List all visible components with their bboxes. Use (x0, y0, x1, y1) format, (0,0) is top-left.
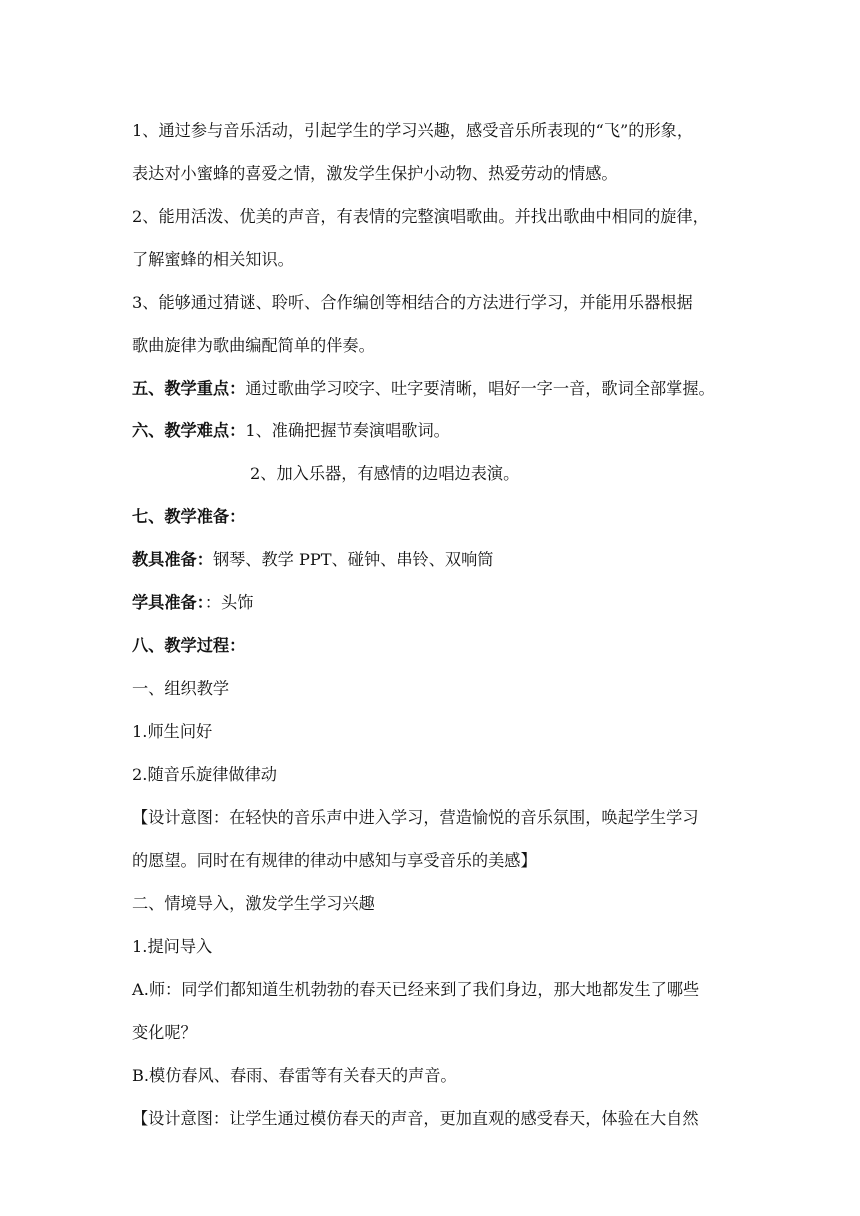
process-heading: 八、教学过程： (132, 636, 246, 655)
objective-line-4: 了解蜜蜂的相关知识。 (132, 250, 294, 269)
teacher-prep-text: 钢琴、教学 PPT、碰钟、串铃、双响筒 (212, 550, 494, 569)
difficulty-paragraph (132, 420, 742, 442)
process-line: 变化呢？ (132, 1023, 197, 1042)
prep-heading: 七、教学准备： (132, 507, 246, 526)
process-line: 【设计意图：在轻快的音乐声中进入学习，营造愉悦的音乐氛围，唤起学生学习 (132, 808, 699, 827)
difficulty-item-2: 2、加入乐器，有感情的边唱边表演。 (250, 464, 520, 483)
process-line: B.模仿春风、春雨、春雷等有关春天的声音。 (132, 1066, 457, 1085)
process-line: 【设计意图：让学生通过模仿春天的声音，更加直观的感受春天，体验在大自然 (132, 1109, 699, 1128)
teacher-prep-label: 教具准备： (132, 550, 213, 569)
difficulty-heading: 六、教学难点： (132, 421, 246, 440)
teacher-prep (132, 549, 742, 571)
student-prep (132, 592, 742, 614)
objective-line-6: 歌曲旋律为歌曲编配简单的伴奏。 (132, 336, 375, 355)
focus-text: 通过歌曲学习咬字、吐字要清晰，唱好一字一音，歌词全部掌握。 (245, 379, 715, 398)
objective-line-3: 2、能用活泼、优美的声音，有表情的完整演唱歌曲。并找出歌曲中相同的旋律， (132, 207, 709, 226)
process-line: 1.提问导入 (132, 937, 213, 956)
student-prep-label: 学具准备： (132, 593, 205, 612)
process-line: 的愿望。同时在有规律的律动中感知与享受音乐的美感】 (132, 851, 537, 870)
process-line: 一、组织教学 (132, 679, 230, 698)
focus-heading: 五、教学重点： (132, 379, 246, 398)
focus-paragraph (132, 378, 742, 400)
objective-line-2: 表达对小蜜蜂的喜爱之情，激发学生保护小动物、热爱劳动的情感。 (132, 164, 618, 183)
process-line: A.师：同学们都知道生机勃勃的春天已经来到了我们身边，那大地都发生了哪些 (132, 980, 700, 999)
student-prep-text: ：头饰 (204, 593, 254, 612)
process-line: 二、情境导入，激发学生学习兴趣 (132, 894, 375, 913)
objective-line-1: 1、通过参与音乐活动，引起学生的学习兴趣，感受音乐所表现的“飞”的形象， (132, 121, 694, 140)
process-line: 2.随音乐旋律做律动 (132, 765, 277, 784)
objective-line-5: 3、能够通过猜谜、聆听、合作编创等相结合的方法进行学习，并能用乐器根据 (132, 293, 693, 312)
process-line: 1.师生问好 (132, 722, 213, 741)
difficulty-item-1: 1、准确把握节奏演唱歌词。 (245, 421, 450, 440)
